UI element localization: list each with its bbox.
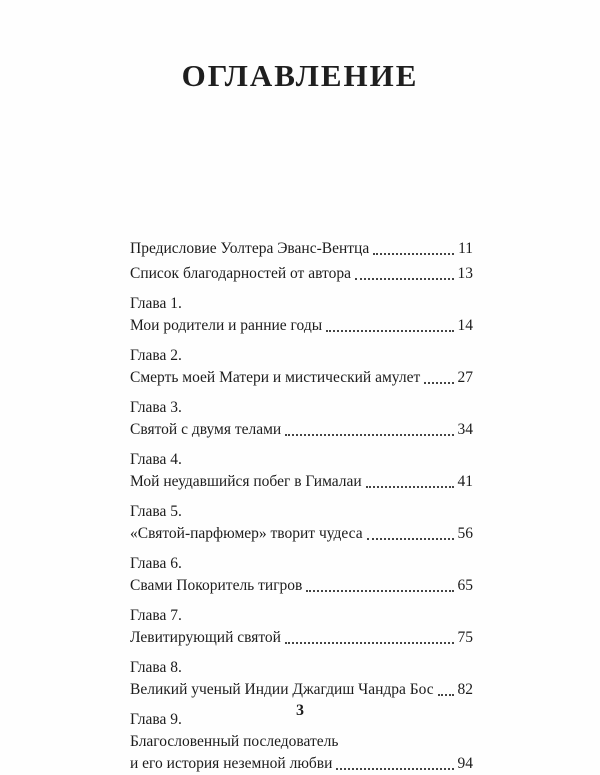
chapter-label: Глава 3. (130, 399, 182, 416)
entry-page-number: 41 (457, 473, 473, 490)
entry-title: «Святой-парфюмер» творит чудеса (130, 525, 363, 542)
entry-page-number: 75 (457, 629, 473, 646)
toc-entry[interactable] (130, 657, 473, 701)
entry-title: Мои родители и ранние годы (130, 317, 323, 334)
dot-leader (373, 253, 454, 255)
chapter-label: Глава 6. (130, 555, 182, 572)
chapter-label: Глава 4. (130, 451, 182, 468)
page-number: 3 (296, 702, 304, 719)
entry-title: и его история неземной любви (130, 755, 333, 772)
entry-title: Свами Покоритель тигров (130, 577, 303, 594)
dot-leader (285, 434, 453, 436)
chapter-label: Глава 8. (130, 659, 182, 676)
dot-leader (367, 538, 454, 540)
dot-leader (285, 642, 454, 644)
toc-entry[interactable] (130, 238, 473, 260)
entry-title: Список благодарностей от автора (130, 265, 351, 282)
toc-entry[interactable] (130, 345, 473, 389)
chapter-label: Глава 5. (130, 503, 182, 520)
toc-entry[interactable] (130, 501, 473, 545)
entry-title: Мой неудавшийся побег в Гималаи (130, 473, 362, 490)
entry-leader-row (130, 523, 473, 545)
dot-leader (424, 382, 453, 384)
entry-leader-row (130, 679, 473, 701)
toc-entry[interactable] (130, 293, 473, 337)
entry-leader-row (130, 627, 473, 649)
chapter-label: Глава 2. (130, 347, 182, 364)
entry-leader-row (130, 419, 473, 441)
toc-title: ОГЛАВЛЕНИЕ (181, 58, 419, 93)
entry-leader-row (130, 367, 473, 389)
toc-entry[interactable] (130, 605, 473, 649)
entry-leader-row (130, 315, 473, 337)
dot-leader (355, 278, 454, 280)
entry-title: Смерть моей Матери и мистический амулет (130, 369, 421, 386)
chapter-label: Глава 7. (130, 607, 182, 624)
entry-leader-row (130, 753, 473, 775)
entry-leader-row (130, 575, 473, 597)
entry-title-line: Благословенный последователь (130, 733, 339, 750)
entry-leader-row (130, 263, 473, 285)
chapter-label: Глава 9. (130, 711, 182, 728)
entry-page-number: 13 (457, 265, 473, 282)
dot-leader (326, 330, 453, 332)
entry-page-number: 27 (457, 369, 473, 386)
entry-leader-row (130, 471, 473, 493)
entry-page-number: 11 (458, 240, 473, 257)
dot-leader (336, 768, 453, 770)
entry-page-number: 14 (457, 317, 473, 334)
dot-leader (438, 694, 454, 696)
entry-title: Великий ученый Индии Джагдиш Чандра Бос (130, 681, 434, 698)
entry-title: Левитирующий святой (130, 629, 281, 646)
entry-page-number: 65 (457, 577, 473, 594)
table-of-contents (130, 238, 473, 775)
entry-page-number: 56 (457, 525, 473, 542)
chapter-label: Глава 1. (130, 295, 182, 312)
entry-leader-row (130, 238, 473, 260)
toc-entry[interactable] (130, 397, 473, 441)
dot-leader (366, 486, 454, 488)
dot-leader (306, 590, 453, 592)
toc-entry[interactable] (130, 449, 473, 493)
entry-title: Святой с двумя телами (130, 421, 282, 438)
entry-page-number: 82 (457, 681, 473, 698)
entry-page-number: 34 (457, 421, 473, 438)
toc-entry[interactable] (130, 263, 473, 285)
entry-page-number: 94 (457, 755, 473, 772)
entry-title: Предисловие Уолтера Эванс-Вентца (130, 240, 370, 257)
toc-entry[interactable] (130, 553, 473, 597)
